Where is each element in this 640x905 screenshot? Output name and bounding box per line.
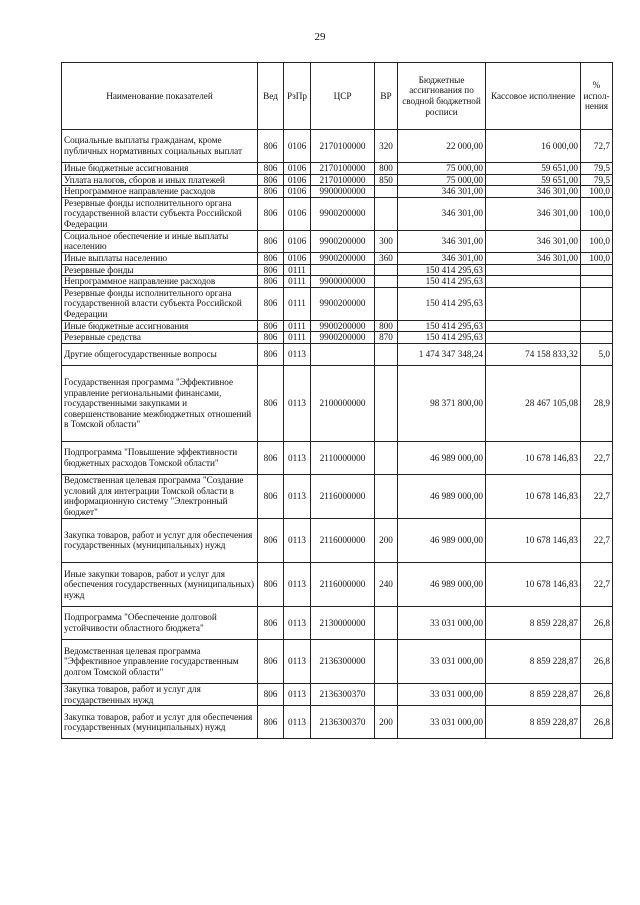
- cell-pct: 79,5: [581, 163, 613, 175]
- cell-vr: [375, 474, 398, 518]
- cell-rzpr: 0106: [284, 230, 311, 252]
- cell-ved: 806: [258, 264, 284, 276]
- cell-cash: [486, 264, 581, 276]
- cell-cash: 346 301,00: [486, 230, 581, 252]
- cell-cash: 59 651,00: [486, 163, 581, 175]
- cell-assigned: 150 414 295,63: [398, 320, 486, 332]
- cell-assigned: 346 301,00: [398, 230, 486, 252]
- cell-ved: 806: [258, 562, 284, 606]
- cell-cash: 346 301,00: [486, 197, 581, 230]
- cell-ved: 806: [258, 639, 284, 683]
- cell-assigned: 1 474 347 348,24: [398, 343, 486, 365]
- cell-cash: [486, 332, 581, 344]
- table-row: [62, 343, 613, 365]
- cell-cash: [486, 320, 581, 332]
- cell-rzpr: 0111: [284, 276, 311, 288]
- page-number: 29: [314, 31, 326, 43]
- cell-pct: 28,9: [581, 365, 613, 441]
- cell-ved: 806: [258, 365, 284, 441]
- cell-assigned: 33 031 000,00: [398, 639, 486, 683]
- cell-csr: 2110000000: [311, 441, 375, 474]
- cell-vr: 200: [375, 518, 398, 562]
- table-row: [62, 276, 613, 288]
- cell-vr: [375, 639, 398, 683]
- cell-assigned: 46 989 000,00: [398, 518, 486, 562]
- cell-pct: 22,7: [581, 474, 613, 518]
- cell-assigned: 346 301,00: [398, 252, 486, 264]
- cell-cash: 10 678 146,83: [486, 562, 581, 606]
- cell-rzpr: 0106: [284, 252, 311, 264]
- cell-name: Социальные выплаты гражданам, кроме публичных нормативных социальных выплат: [62, 130, 258, 163]
- cell-assigned: 150 414 295,63: [398, 276, 486, 288]
- cell-vr: 850: [375, 174, 398, 186]
- cell-pct: [581, 264, 613, 276]
- cell-rzpr: 0113: [284, 639, 311, 683]
- table-row: [62, 186, 613, 198]
- table-row: [62, 174, 613, 186]
- table-row: [62, 252, 613, 264]
- table-row: [62, 332, 613, 344]
- cell-name: Резервные фонды исполнительного органа государственной власти субъекта Российской Федерации: [62, 287, 258, 320]
- cell-vr: [375, 365, 398, 441]
- cell-vr: [375, 441, 398, 474]
- cell-csr: 9900200000: [311, 287, 375, 320]
- cell-csr: 2116000000: [311, 518, 375, 562]
- cell-ved: 806: [258, 474, 284, 518]
- cell-name: Подпрограмма "Повышение эффективности бюджетных расходов Томской области": [62, 441, 258, 474]
- table-row: [62, 441, 613, 474]
- cell-csr: 2116000000: [311, 474, 375, 518]
- cell-name: Закупка товаров, работ и услуг для обеспечения государственных (муниципальных) нужд: [62, 706, 258, 739]
- cell-cash: [486, 276, 581, 288]
- cell-csr: 9900200000: [311, 230, 375, 252]
- cell-csr: 9900000000: [311, 186, 375, 198]
- cell-pct: 100,0: [581, 230, 613, 252]
- cell-vr: 200: [375, 706, 398, 739]
- cell-rzpr: 0111: [284, 287, 311, 320]
- table-row: [62, 606, 613, 639]
- cell-name: Иные бюджетные ассигнования: [62, 320, 258, 332]
- cell-pct: 26,8: [581, 706, 613, 739]
- cell-assigned: 346 301,00: [398, 197, 486, 230]
- cell-assigned: 75 000,00: [398, 163, 486, 175]
- header-ved: Вед: [258, 63, 284, 130]
- cell-ved: 806: [258, 186, 284, 198]
- table-row: [62, 683, 613, 705]
- cell-cash: 16 000,00: [486, 130, 581, 163]
- cell-name: Другие общегосударственные вопросы: [62, 343, 258, 365]
- table-row: [62, 163, 613, 175]
- cell-vr: 240: [375, 562, 398, 606]
- header-assigned: Бюджетные ассигнования по сводной бюджетной росписи: [398, 63, 486, 130]
- cell-pct: [581, 320, 613, 332]
- cell-name: Непрограммное направление расходов: [62, 186, 258, 198]
- cell-name: Резервные средства: [62, 332, 258, 344]
- cell-csr: 2116000000: [311, 562, 375, 606]
- cell-cash: [486, 287, 581, 320]
- cell-pct: 100,0: [581, 252, 613, 264]
- table-row: [62, 264, 613, 276]
- cell-pct: 72,7: [581, 130, 613, 163]
- cell-pct: 5,0: [581, 343, 613, 365]
- cell-pct: 100,0: [581, 197, 613, 230]
- cell-name: Резервные фонды исполнительного органа государственной власти субъекта Российской Федерации: [62, 197, 258, 230]
- cell-csr: 2136300000: [311, 639, 375, 683]
- header-vr: ВР: [375, 63, 398, 130]
- header-csr: ЦСР: [311, 63, 375, 130]
- cell-ved: 806: [258, 343, 284, 365]
- cell-csr: 2100000000: [311, 365, 375, 441]
- table-row: [62, 518, 613, 562]
- cell-cash: 59 651,00: [486, 174, 581, 186]
- cell-vr: [375, 197, 398, 230]
- cell-rzpr: 0113: [284, 365, 311, 441]
- cell-csr: 9900200000: [311, 320, 375, 332]
- cell-ved: 806: [258, 230, 284, 252]
- cell-name: Иные бюджетные ассигнования: [62, 163, 258, 175]
- table-row: [62, 320, 613, 332]
- cell-rzpr: 0113: [284, 343, 311, 365]
- cell-ved: 806: [258, 287, 284, 320]
- cell-pct: 26,8: [581, 606, 613, 639]
- cell-name: Закупка товаров, работ и услуг для государственных нужд: [62, 683, 258, 705]
- cell-vr: [375, 606, 398, 639]
- cell-csr: 2130000000: [311, 606, 375, 639]
- cell-name: Социальное обеспечение и иные выплаты населению: [62, 230, 258, 252]
- cell-cash: 8 859 228,87: [486, 706, 581, 739]
- cell-cash: 74 158 833,32: [486, 343, 581, 365]
- cell-cash: 346 301,00: [486, 252, 581, 264]
- cell-ved: 806: [258, 130, 284, 163]
- cell-vr: [375, 276, 398, 288]
- cell-vr: 800: [375, 320, 398, 332]
- cell-rzpr: 0106: [284, 130, 311, 163]
- cell-cash: 10 678 146,83: [486, 518, 581, 562]
- cell-vr: [375, 287, 398, 320]
- cell-assigned: 33 031 000,00: [398, 606, 486, 639]
- cell-csr: 2170100000: [311, 130, 375, 163]
- cell-cash: 10 678 146,83: [486, 474, 581, 518]
- header-rzpr: РзПр: [284, 63, 311, 130]
- header-pct: % испол-нения: [581, 63, 613, 130]
- cell-csr: 9900200000: [311, 332, 375, 344]
- header-name: Наименование показателей: [62, 63, 258, 130]
- cell-assigned: 346 301,00: [398, 186, 486, 198]
- cell-ved: 806: [258, 332, 284, 344]
- cell-pct: 22,7: [581, 562, 613, 606]
- cell-csr: 2170100000: [311, 163, 375, 175]
- cell-assigned: 46 989 000,00: [398, 441, 486, 474]
- cell-cash: 8 859 228,87: [486, 683, 581, 705]
- cell-pct: 22,7: [581, 441, 613, 474]
- cell-vr: [375, 264, 398, 276]
- cell-name: Ведомственная целевая программа "Эффективное управление государственным долгом Томской области": [62, 639, 258, 683]
- cell-pct: [581, 276, 613, 288]
- cell-vr: [375, 343, 398, 365]
- cell-vr: 360: [375, 252, 398, 264]
- cell-csr: [311, 264, 375, 276]
- table-row: [62, 130, 613, 163]
- cell-assigned: 46 989 000,00: [398, 474, 486, 518]
- cell-pct: 22,7: [581, 518, 613, 562]
- cell-ved: 806: [258, 320, 284, 332]
- budget-table: [61, 62, 613, 739]
- table-row: [62, 197, 613, 230]
- cell-csr: 9900000000: [311, 276, 375, 288]
- cell-ved: 806: [258, 174, 284, 186]
- cell-rzpr: 0113: [284, 683, 311, 705]
- cell-ved: 806: [258, 518, 284, 562]
- cell-rzpr: 0106: [284, 163, 311, 175]
- cell-csr: 9900200000: [311, 197, 375, 230]
- cell-name: Уплата налогов, сборов и иных платежей: [62, 174, 258, 186]
- cell-ved: 806: [258, 252, 284, 264]
- cell-cash: 28 467 105,08: [486, 365, 581, 441]
- cell-rzpr: 0113: [284, 606, 311, 639]
- cell-cash: 10 678 146,83: [486, 441, 581, 474]
- cell-vr: 300: [375, 230, 398, 252]
- cell-assigned: 150 414 295,63: [398, 264, 486, 276]
- cell-name: Подпрограмма "Обеспечение долговой устойчивости областного бюджета": [62, 606, 258, 639]
- cell-ved: 806: [258, 276, 284, 288]
- cell-pct: 26,8: [581, 639, 613, 683]
- cell-rzpr: 0113: [284, 474, 311, 518]
- cell-csr: 2136300370: [311, 683, 375, 705]
- cell-assigned: 150 414 295,63: [398, 287, 486, 320]
- cell-pct: 26,8: [581, 683, 613, 705]
- table-row: [62, 639, 613, 683]
- cell-csr: 2170100000: [311, 174, 375, 186]
- cell-name: Государственная программа "Эффективное управление региональными финансами, государственными закупками и совершенствование межбюджетных отношений в Томской области": [62, 365, 258, 441]
- cell-vr: 320: [375, 130, 398, 163]
- table-row: [62, 474, 613, 518]
- cell-name: Резервные фонды: [62, 264, 258, 276]
- cell-assigned: 150 414 295,63: [398, 332, 486, 344]
- table-row: [62, 287, 613, 320]
- cell-rzpr: 0106: [284, 186, 311, 198]
- cell-vr: [375, 683, 398, 705]
- cell-pct: [581, 287, 613, 320]
- cell-pct: [581, 332, 613, 344]
- cell-csr: [311, 343, 375, 365]
- cell-ved: 806: [258, 197, 284, 230]
- cell-assigned: 98 371 800,00: [398, 365, 486, 441]
- cell-assigned: 33 031 000,00: [398, 683, 486, 705]
- cell-name: Закупка товаров, работ и услуг для обеспечения государственных (муниципальных) нужд: [62, 518, 258, 562]
- cell-rzpr: 0113: [284, 562, 311, 606]
- cell-cash: 8 859 228,87: [486, 606, 581, 639]
- cell-name: Иные закупки товаров, работ и услуг для обеспечения государственных (муниципальных) нужд: [62, 562, 258, 606]
- cell-ved: 806: [258, 706, 284, 739]
- table-row: [62, 562, 613, 606]
- table-body: [62, 130, 613, 739]
- cell-rzpr: 0113: [284, 518, 311, 562]
- table-row: [62, 230, 613, 252]
- table-row: [62, 365, 613, 441]
- cell-ved: 806: [258, 441, 284, 474]
- cell-pct: 79,5: [581, 174, 613, 186]
- cell-rzpr: 0106: [284, 197, 311, 230]
- table-row: [62, 706, 613, 739]
- cell-csr: 9900200000: [311, 252, 375, 264]
- cell-vr: 800: [375, 163, 398, 175]
- cell-rzpr: 0106: [284, 174, 311, 186]
- cell-pct: 100,0: [581, 186, 613, 198]
- cell-name: Ведомственная целевая программа "Создание условий для интеграции Томской области в информационную систему "Электронный бюджет": [62, 474, 258, 518]
- cell-assigned: 22 000,00: [398, 130, 486, 163]
- cell-vr: [375, 186, 398, 198]
- cell-ved: 806: [258, 606, 284, 639]
- cell-name: Иные выплаты населению: [62, 252, 258, 264]
- cell-assigned: 46 989 000,00: [398, 562, 486, 606]
- table-header-row: [62, 63, 613, 130]
- cell-ved: 806: [258, 163, 284, 175]
- cell-assigned: 75 000,00: [398, 174, 486, 186]
- cell-ved: 806: [258, 683, 284, 705]
- cell-rzpr: 0113: [284, 706, 311, 739]
- cell-rzpr: 0111: [284, 264, 311, 276]
- cell-rzpr: 0113: [284, 441, 311, 474]
- cell-assigned: 33 031 000,00: [398, 706, 486, 739]
- cell-cash: 346 301,00: [486, 186, 581, 198]
- cell-rzpr: 0111: [284, 332, 311, 344]
- cell-csr: 2136300370: [311, 706, 375, 739]
- cell-name: Непрограммное направление расходов: [62, 276, 258, 288]
- cell-vr: 870: [375, 332, 398, 344]
- cell-cash: 8 859 228,87: [486, 639, 581, 683]
- cell-rzpr: 0111: [284, 320, 311, 332]
- header-cash: Кассовое исполнение: [486, 63, 581, 130]
